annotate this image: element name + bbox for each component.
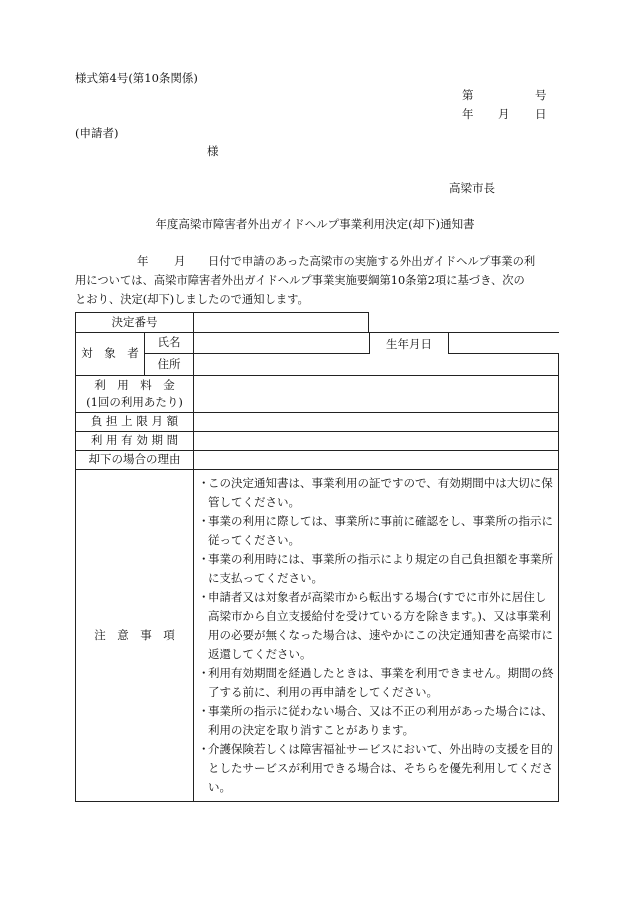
subject-label: 対 象 者 <box>76 333 145 376</box>
note-item: ・ この決定通知書は、事業利用の証ですので、有効期間中は大切に保管してください。 <box>198 474 554 512</box>
doc-number-prefix: 第 <box>462 88 474 102</box>
reason-label: 却下の場合の理由 <box>76 451 194 470</box>
body-line-2: 用については、高梁市障害者外出ガイドヘルプ事業実施要綱第10条第2項に基づき、次の <box>75 274 525 287</box>
date-day: 日 <box>535 107 547 121</box>
note-item: ・ 事業の利用に際しては、事業所に事前に確認をし、事業所の指示に従ってください。 <box>198 512 554 550</box>
address-label: 住所 <box>145 354 194 376</box>
date-year: 年 <box>462 107 474 121</box>
note-item: ・ 介護保険若しくは障害福祉サービスにおいて、外出時の支援を目的としたサービスが利用できる場合は、そちらを優先利用してください。 <box>198 740 554 797</box>
birth-label-text: 生年月日 <box>386 336 432 351</box>
decision-number-value <box>194 313 369 333</box>
bullet-icon: ・ <box>198 742 210 756</box>
birth-value <box>448 333 557 354</box>
doc-number-suffix: 号 <box>535 88 547 102</box>
note-item: ・ 利用有効期間を経過したときは、事業を利用できません。期間の終了する前に、利用の再申請をしてください。 <box>198 664 554 702</box>
limit-value <box>194 413 559 432</box>
reason-value <box>194 451 559 470</box>
body-month: 月 <box>174 254 186 268</box>
bullet-icon: ・ <box>198 552 210 566</box>
decision-number-blank <box>369 313 559 333</box>
applicant-label: (申請者) <box>75 126 119 140</box>
birth-label <box>369 333 449 354</box>
document-title: 年度高梁市障害者外出ガイドヘルプ事業利用決定(却下)通知書 <box>155 217 475 231</box>
fee-label <box>76 376 194 413</box>
note-item: ・ 申請者又は対象者が高梁市から転出する場合(すでに市外に居住し高梁市から自立支援給付を受けている方を除きます。)、又は事業利用の必要が無くなった場合は、速やかにこの決定通知書を高梁市に返還してください。 <box>198 588 554 664</box>
validity-label: 利 用 有 効 期 間 <box>76 432 194 451</box>
body-line-1: 日付で申請のあった高梁市の実施する外出ガイドヘルプ事業の利 <box>208 255 536 268</box>
body-year: 年 <box>137 254 149 268</box>
bullet-icon: ・ <box>198 704 210 718</box>
limit-label: 負 担 上 限 月 額 <box>76 413 194 432</box>
note-item: ・ 事業の利用時には、事業所の指示により規定の自己負担額を事業所に支払ってください。 <box>198 550 554 588</box>
name-label: 氏名 <box>145 333 194 354</box>
notes-list <box>194 470 559 802</box>
issuer: 高梁市長 <box>449 181 495 195</box>
applicant-honorific: 様 <box>207 144 219 158</box>
bullet-icon: ・ <box>198 590 210 604</box>
date-month: 月 <box>498 107 510 121</box>
decision-table <box>75 312 559 802</box>
fee-label-main: 利 用 料 金 <box>94 378 175 392</box>
bullet-icon: ・ <box>198 476 210 490</box>
note-item: ・ 事業所の指示に従わない場合、又は不正の利用があった場合には、利用の決定を取り消すことがあります。 <box>198 702 554 740</box>
notes-label: 注 意 事 項 <box>76 470 194 802</box>
fee-value <box>194 376 559 413</box>
bullet-icon: ・ <box>198 666 210 680</box>
body-line-3: とおり、決定(却下)しましたので通知します。 <box>75 293 309 306</box>
validity-value <box>194 432 559 451</box>
fee-label-sub: (1回の利用あたり) <box>86 395 183 409</box>
decision-number-label: 決定番号 <box>76 313 194 333</box>
form-number: 様式第4号(第10条関係) <box>75 71 198 85</box>
address-value <box>194 354 559 376</box>
bullet-icon: ・ <box>198 514 210 528</box>
